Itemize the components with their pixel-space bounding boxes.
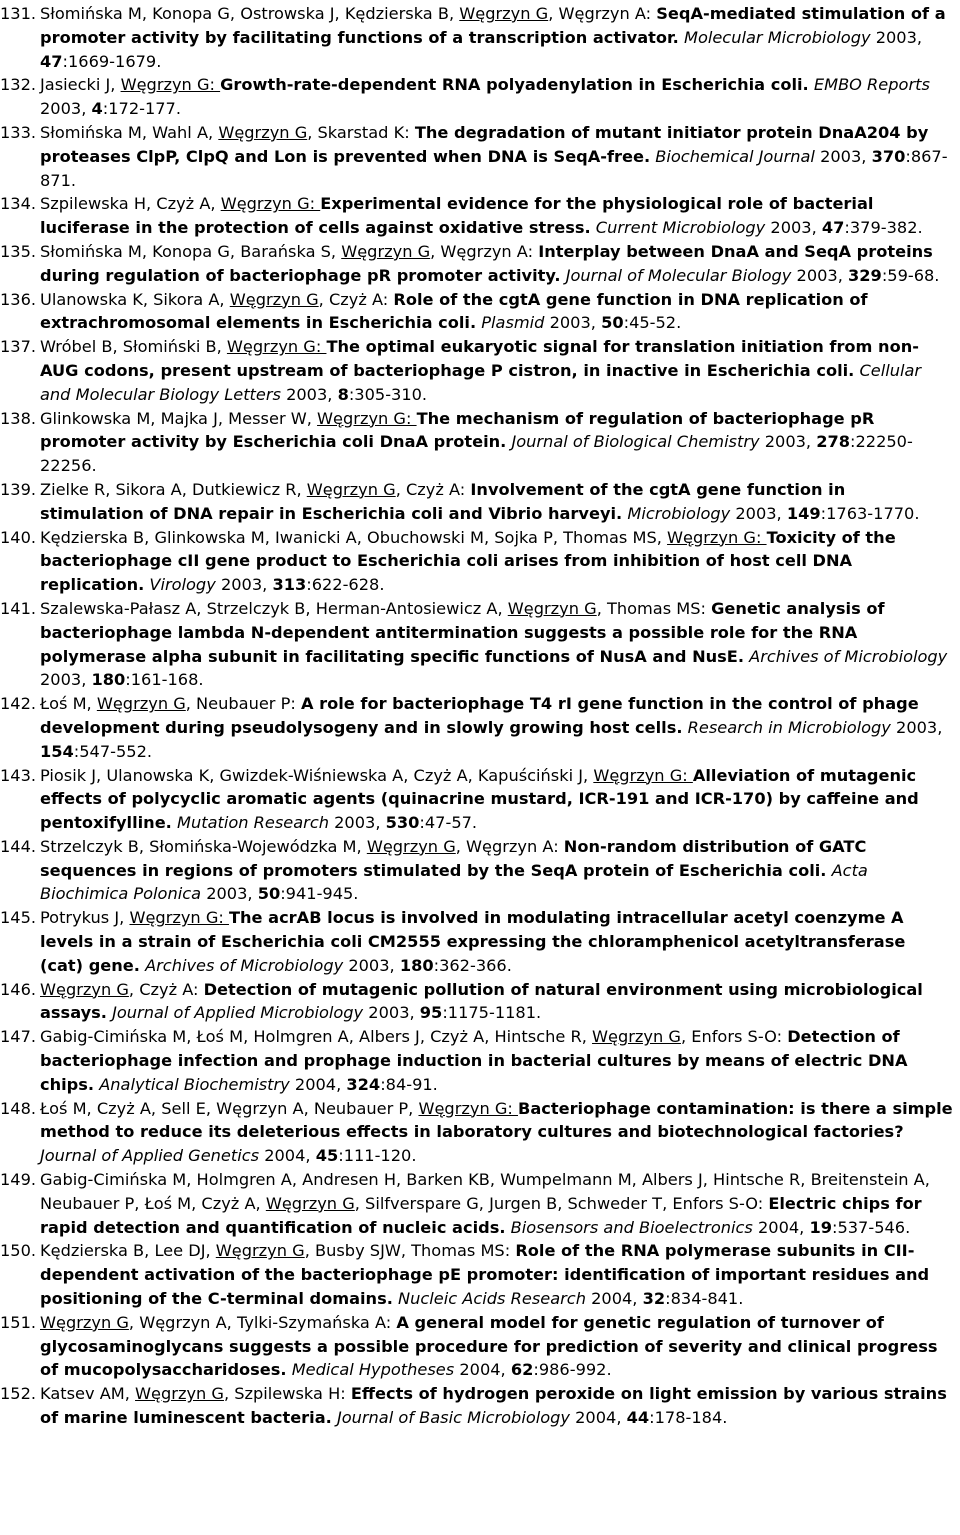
highlighted-author: Węgrzyn G bbox=[366, 836, 456, 856]
reference-segment: , Neubauer P: bbox=[185, 694, 301, 714]
reference-segment: 2003, bbox=[730, 503, 787, 523]
journal-name: Mutation Research bbox=[177, 813, 329, 833]
journal-name: Microbiology bbox=[627, 503, 731, 523]
reference-text bbox=[40, 288, 954, 336]
reference-segment: , Busby SJW, Thomas MS: bbox=[304, 1241, 516, 1261]
highlighted-author: Węgrzyn G: bbox=[667, 527, 767, 547]
reference-segment: :1669-1679. bbox=[62, 51, 162, 71]
article-title: Bacteriophage contamination: is there a simple method to reduce its deleterious effects in laboratory cultures and biotechnological factories? bbox=[40, 1098, 953, 1142]
volume-number: 530 bbox=[385, 813, 420, 833]
reference-segment: 2004, bbox=[289, 1074, 347, 1094]
reference-text bbox=[40, 526, 954, 597]
reference-text bbox=[40, 1168, 954, 1239]
reference-number: 134. bbox=[0, 194, 37, 214]
reference-segment: , Enfors S-O: bbox=[680, 1027, 788, 1047]
reference-segment: :84-91. bbox=[380, 1074, 438, 1094]
article-title: Effects of hydrogen peroxide on light emission by various strains of marine luminescent bacteria. bbox=[40, 1384, 947, 1428]
reference-item bbox=[0, 906, 954, 977]
reference-segment: :622-628. bbox=[306, 575, 385, 595]
reference-item bbox=[0, 1168, 954, 1239]
reference-item bbox=[0, 2, 954, 73]
reference-text bbox=[40, 73, 954, 121]
reference-item bbox=[0, 240, 954, 288]
reference-item bbox=[0, 335, 954, 406]
volume-number: 19 bbox=[809, 1217, 832, 1237]
volume-number: 47 bbox=[821, 218, 845, 238]
highlighted-author: Węgrzyn G bbox=[40, 979, 129, 999]
highlighted-author: Węgrzyn G bbox=[218, 122, 308, 142]
reference-number: 142. bbox=[0, 694, 37, 714]
reference-list bbox=[0, 2, 954, 1430]
reference-segment: 2003, bbox=[890, 717, 943, 737]
journal-name: Research in Microbiology bbox=[687, 717, 891, 737]
volume-number: 149 bbox=[786, 503, 821, 523]
journal-name: Archives of Microbiology bbox=[145, 955, 344, 975]
reference-text bbox=[40, 121, 954, 192]
reference-segment: :111-120. bbox=[338, 1146, 417, 1166]
reference-segment: Wróbel B, Słomiński B, bbox=[40, 337, 227, 357]
reference-segment: , Węgrzyn A: bbox=[430, 241, 539, 261]
reference-number: 141. bbox=[0, 598, 37, 618]
reference-segment: Kędzierska B, Lee DJ, bbox=[40, 1241, 216, 1261]
journal-name: Virology bbox=[149, 575, 216, 595]
reference-item bbox=[0, 1382, 954, 1430]
reference-segment: , Skarstad K: bbox=[307, 122, 415, 142]
journal-name: Plasmid bbox=[481, 313, 545, 333]
reference-segment: Szalewska-Pałasz A, Strzelczyk B, Herman-Antosiewicz A, bbox=[40, 598, 508, 618]
reference-segment: :178-184. bbox=[649, 1408, 728, 1428]
reference-segment: , Czyż A: bbox=[318, 289, 394, 309]
article-title: Non-random distribution of GATC sequences in regions of promoters stimulated by the SeqA protein of Escherichia coli. bbox=[40, 836, 867, 880]
article-title: The degradation of mutant initiator protein DnaA204 by proteases ClpP, ClpQ and Lon is prevented when DNA is SeqA-free. bbox=[40, 122, 929, 166]
journal-name: EMBO Reports bbox=[813, 75, 930, 95]
reference-item bbox=[0, 526, 954, 597]
journal-name: Acta Biochimica Polonica bbox=[40, 860, 868, 904]
highlighted-author: Węgrzyn G bbox=[265, 1193, 355, 1213]
volume-number: 44 bbox=[626, 1408, 650, 1428]
reference-segment: Kędzierska B, Glinkowska M, Iwanicki A, Obuchowski M, Sojka P, Thomas MS, bbox=[40, 527, 668, 547]
volume-number: 8 bbox=[337, 384, 349, 404]
journal-name: Journal of Applied Genetics bbox=[40, 1146, 260, 1166]
reference-segment: 2004, bbox=[585, 1289, 643, 1309]
reference-text bbox=[40, 335, 954, 406]
highlighted-author: Węgrzyn G bbox=[306, 479, 396, 499]
reference-number: 152. bbox=[0, 1384, 37, 1404]
reference-segment: 2003, bbox=[280, 384, 338, 404]
volume-number: 180 bbox=[399, 955, 434, 975]
highlighted-author: Węgrzyn G: bbox=[220, 194, 321, 214]
reference-number: 147. bbox=[0, 1027, 37, 1047]
reference-number: 136. bbox=[0, 289, 37, 309]
reference-segment: 2004, bbox=[569, 1408, 627, 1428]
article-title: Electric chips for rapid detection and quantification of nucleic acids. bbox=[40, 1193, 922, 1237]
article-title: The mechanism of regulation of bacteriophage pR promoter activity by Escherichia coli DnaA protein. bbox=[40, 408, 875, 452]
reference-segment: Łoś M, Czyż A, Sell E, Węgrzyn A, Neubauer P, bbox=[40, 1098, 419, 1118]
reference-segment: :45-52. bbox=[623, 313, 682, 333]
journal-name: Cellular and Molecular Biology Letters bbox=[40, 360, 922, 404]
reference-text bbox=[40, 978, 954, 1026]
reference-segment: :379-382. bbox=[844, 218, 923, 238]
journal-name: Journal of Applied Microbiology bbox=[112, 1003, 364, 1023]
volume-number: 154 bbox=[40, 741, 74, 761]
reference-text bbox=[40, 192, 954, 240]
article-title: Interplay between DnaA and SeqA proteins during regulation of bacteriophage pR promoter activity. bbox=[40, 241, 933, 285]
reference-item bbox=[0, 1239, 954, 1310]
reference-segment: , Czyż A: bbox=[395, 479, 471, 499]
reference-number: 144. bbox=[0, 836, 37, 856]
reference-segment: :834-841. bbox=[665, 1289, 744, 1309]
article-title: Detection of mutagenic pollution of natural environment using microbiological assays. bbox=[40, 979, 923, 1023]
highlighted-author: Węgrzyn G bbox=[459, 4, 549, 23]
volume-number: 329 bbox=[848, 265, 882, 285]
reference-number: 150. bbox=[0, 1241, 37, 1261]
reference-segment: 2003, bbox=[791, 265, 849, 285]
journal-name: Journal of Biological Chemistry bbox=[511, 432, 760, 452]
reference-segment: Glinkowska M, Majka J, Messer W, bbox=[40, 408, 318, 428]
reference-segment: :47-57. bbox=[419, 813, 478, 833]
reference-segment: Łoś M, bbox=[40, 694, 97, 714]
reference-segment: Piosik J, Ulanowska K, Gwizdek-Wiśniewska A, Czyż A, Kapuściński J, bbox=[40, 765, 594, 785]
reference-number: 137. bbox=[0, 337, 37, 357]
volume-number: 180 bbox=[91, 670, 126, 690]
reference-text bbox=[40, 1097, 954, 1168]
article-title: Involvement of the cgtA gene function in stimulation of DNA repair in Escherichia coli and Vibrio harveyi. bbox=[40, 479, 846, 523]
reference-segment: 2003, bbox=[363, 1003, 420, 1023]
highlighted-author: Węgrzyn G bbox=[229, 289, 319, 309]
reference-text bbox=[40, 764, 954, 835]
volume-number: 370 bbox=[871, 146, 906, 166]
reference-segment: Ulanowska K, Sikora A, bbox=[40, 289, 230, 309]
reference-text bbox=[40, 478, 954, 526]
journal-name: Biochemical Journal bbox=[655, 146, 815, 166]
article-title: Alleviation of mutagenic effects of polycyclic aromatic agents (quinacrine mustard, ICR-191 and ICR-170) by caffeine and pentoxifylline. bbox=[40, 765, 919, 833]
journal-name: Medical Hypotheses bbox=[291, 1360, 455, 1380]
reference-number: 143. bbox=[0, 765, 37, 785]
reference-number: 145. bbox=[0, 908, 37, 928]
reference-number: 135. bbox=[0, 241, 37, 261]
reference-segment: Gabig-Cimińska M, Łoś M, Holmgren A, Albers J, Czyż A, Hintsche R, bbox=[40, 1027, 593, 1047]
reference-segment: 2003, bbox=[40, 670, 92, 690]
reference-item bbox=[0, 978, 954, 1026]
reference-segment: Katsev AM, bbox=[40, 1384, 136, 1404]
journal-name: Archives of Microbiology bbox=[749, 646, 948, 666]
reference-segment: 2004, bbox=[259, 1146, 316, 1166]
volume-number: 324 bbox=[346, 1074, 381, 1094]
reference-segment: 2003, bbox=[544, 313, 602, 333]
reference-segment: 2003, bbox=[40, 99, 92, 119]
reference-segment: 2003, bbox=[215, 575, 273, 595]
reference-segment: Gabig-Cimińska M, Holmgren A, Andresen H, Barken KB, Wumpelmann M, Albers J, Hintsche R, Breitenstein A, Neubauer P, Łoś M, Czyż A, bbox=[40, 1170, 930, 1213]
reference-segment: , Thomas MS: bbox=[596, 598, 712, 618]
reference-number: 151. bbox=[0, 1312, 37, 1332]
reference-segment: :867-871. bbox=[40, 146, 948, 190]
reference-text bbox=[40, 2, 954, 73]
reference-segment: :59-68. bbox=[881, 265, 940, 285]
reference-segment: , Węgrzyn A: bbox=[548, 4, 657, 23]
volume-number: 50 bbox=[257, 884, 281, 904]
reference-text bbox=[40, 597, 954, 692]
highlighted-author: Węgrzyn G: bbox=[129, 908, 229, 928]
volume-number: 4 bbox=[91, 99, 103, 119]
reference-segment: , Silfverspare G, Jurgen B, Schweder T, Enfors S-O: bbox=[354, 1193, 769, 1213]
journal-name: Analytical Biochemistry bbox=[99, 1074, 290, 1094]
reference-segment: Potrykus J, bbox=[40, 908, 130, 928]
article-title: The acrAB locus is involved in modulating intracellular acetyl coenzyme A levels in a strain of Escherichia coli CM2555 expressing the chloramphenicol acetyltransferase (cat) gene. bbox=[40, 908, 906, 975]
reference-text bbox=[40, 1025, 954, 1096]
volume-number: 45 bbox=[315, 1146, 339, 1166]
reference-number: 133. bbox=[0, 122, 37, 142]
article-title: SeqA-mediated stimulation of a promoter activity by facilitating functions of a transcription activator. bbox=[40, 4, 946, 47]
reference-segment: 2003, bbox=[765, 218, 822, 238]
reference-segment: 2004, bbox=[752, 1217, 810, 1237]
reference-segment: 2004, bbox=[454, 1360, 511, 1380]
journal-name: Molecular Microbiology bbox=[683, 27, 871, 47]
article-title: Genetic analysis of bacteriophage lambda N-dependent antitermination suggests a possible role for the RNA polymerase alpha subunit in facilitating specific functions of NusA and NusE. bbox=[40, 598, 885, 666]
reference-text bbox=[40, 407, 954, 478]
article-title: Experimental evidence for the physiological role of bacterial luciferase in the protection of cells against oxidative stress. bbox=[40, 194, 874, 238]
reference-segment: :986-992. bbox=[533, 1360, 612, 1380]
reference-segment: :172-177. bbox=[102, 99, 181, 119]
article-title: Growth-rate-dependent RNA polyadenylation in Escherichia coli. bbox=[220, 75, 809, 95]
reference-number: 139. bbox=[0, 479, 37, 499]
volume-number: 47 bbox=[40, 51, 63, 71]
reference-number: 131. bbox=[0, 4, 37, 23]
volume-number: 50 bbox=[601, 313, 624, 333]
reference-segment: 2003, bbox=[759, 432, 817, 452]
reference-segment: 2003, bbox=[328, 813, 386, 833]
reference-segment: , Węgrzyn A: bbox=[455, 836, 564, 856]
journal-name: Journal of Molecular Biology bbox=[565, 265, 792, 285]
article-title: A role for bacteriophage T4 rI gene function in the control of phage development during pseudolysogeny and in slowly growing host cells. bbox=[40, 694, 919, 737]
reference-text bbox=[40, 692, 954, 763]
reference-segment: Szpilewska H, Czyż A, bbox=[40, 194, 221, 214]
highlighted-author: Węgrzyn G bbox=[96, 694, 186, 714]
reference-item bbox=[0, 288, 954, 336]
reference-segment: Jasiecki J, bbox=[40, 75, 121, 95]
volume-number: 62 bbox=[510, 1360, 534, 1380]
highlighted-author: Węgrzyn G bbox=[40, 1312, 129, 1332]
article-title: Toxicity of the bacteriophage cII gene product to Escherichia coli arises from inhibition of host cell DNA replication. bbox=[40, 527, 896, 595]
reference-text bbox=[40, 240, 954, 288]
volume-number: 95 bbox=[419, 1003, 443, 1023]
volume-number: 313 bbox=[272, 575, 307, 595]
reference-segment: :941-945. bbox=[280, 884, 359, 904]
reference-number: 149. bbox=[0, 1170, 37, 1190]
reference-text bbox=[40, 1382, 954, 1430]
reference-segment: 2003, bbox=[201, 884, 258, 904]
reference-item bbox=[0, 1025, 954, 1096]
reference-segment: , Czyż A: bbox=[128, 979, 204, 999]
reference-segment: :362-366. bbox=[433, 955, 512, 975]
reference-segment: :305-310. bbox=[348, 384, 428, 404]
reference-number: 140. bbox=[0, 527, 37, 547]
highlighted-author: Węgrzyn G bbox=[507, 598, 597, 618]
article-title: Role of the RNA polymerase subunits in CII-dependent activation of the bacteriophage pE promoter: identification of important residues and positioning of the C-terminal domains. bbox=[40, 1241, 930, 1309]
article-title: The optimal eukaryotic signal for translation initiation from non-AUG codons, present upstream of bacteriophage P cistron, in inactive in Escherichia coli. bbox=[40, 337, 919, 380]
reference-item bbox=[0, 73, 954, 121]
reference-item bbox=[0, 1311, 954, 1382]
reference-item bbox=[0, 121, 954, 192]
highlighted-author: Węgrzyn G bbox=[592, 1027, 681, 1047]
journal-name: Nucleic Acids Research bbox=[398, 1289, 586, 1309]
highlighted-author: Węgrzyn G bbox=[341, 241, 431, 261]
reference-text bbox=[40, 906, 954, 977]
reference-segment: :1175-1181. bbox=[442, 1003, 542, 1023]
reference-number: 138. bbox=[0, 408, 37, 428]
article-title: Role of the cgtA gene function in DNA replication of extrachromosomal elements in Escherichia coli. bbox=[40, 289, 868, 333]
article-title: A general model for genetic regulation of turnover of glycosaminoglycans suggests a possible procedure for prediction of severity and clinical progress of mucopolysaccharidoses. bbox=[40, 1312, 938, 1380]
reference-text bbox=[40, 835, 954, 906]
reference-segment: , Szpilewska H: bbox=[223, 1384, 351, 1404]
reference-segment: Słomińska M, Wahl A, bbox=[40, 122, 219, 142]
journal-name: Journal of Basic Microbiology bbox=[336, 1408, 570, 1428]
highlighted-author: Węgrzyn G bbox=[215, 1241, 305, 1261]
article-title: Detection of bacteriophage infection and prophage induction in bacterial cultures by means of electric DNA chips. bbox=[40, 1027, 908, 1094]
reference-segment: :547-552. bbox=[73, 741, 153, 761]
highlighted-author: Węgrzyn G: bbox=[418, 1098, 518, 1118]
highlighted-author: Węgrzyn G: bbox=[226, 337, 327, 357]
reference-number: 146. bbox=[0, 979, 37, 999]
reference-segment: 2003, bbox=[814, 146, 872, 166]
reference-item bbox=[0, 764, 954, 835]
highlighted-author: Węgrzyn G: bbox=[120, 75, 221, 95]
reference-number: 132. bbox=[0, 75, 37, 95]
reference-segment: Słomińska M, Konopa G, Barańska S, bbox=[40, 241, 342, 261]
volume-number: 32 bbox=[642, 1289, 666, 1309]
reference-number: 148. bbox=[0, 1098, 37, 1118]
reference-item bbox=[0, 1097, 954, 1168]
reference-segment: Strzelczyk B, Słomińska-Wojewódzka M, bbox=[40, 836, 367, 856]
reference-text bbox=[40, 1239, 954, 1310]
journal-name: Current Microbiology bbox=[595, 218, 766, 238]
reference-segment: , Węgrzyn A, Tylki-Szymańska A: bbox=[128, 1312, 397, 1332]
reference-segment: Zielke R, Sikora A, Dutkiewicz R, bbox=[40, 479, 307, 499]
highlighted-author: Węgrzyn G: bbox=[317, 408, 417, 428]
reference-item bbox=[0, 835, 954, 906]
reference-item bbox=[0, 597, 954, 692]
reference-segment: :161-168. bbox=[125, 670, 204, 690]
reference-segment: :1763-1770. bbox=[820, 503, 920, 523]
reference-segment: Słomińska M, Konopa G, Ostrowska J, Kędzierska B, bbox=[40, 4, 460, 23]
reference-segment: 2003, bbox=[343, 955, 400, 975]
highlighted-author: Węgrzyn G: bbox=[593, 765, 693, 785]
reference-item bbox=[0, 478, 954, 526]
reference-item bbox=[0, 192, 954, 240]
highlighted-author: Węgrzyn G bbox=[135, 1384, 224, 1404]
reference-segment: :22250-22256. bbox=[40, 432, 913, 476]
journal-name: Biosensors and Bioelectronics bbox=[510, 1217, 753, 1237]
reference-text bbox=[40, 1311, 954, 1382]
volume-number: 278 bbox=[816, 432, 851, 452]
reference-segment: 2003, bbox=[870, 27, 923, 47]
reference-item bbox=[0, 407, 954, 478]
reference-segment: :537-546. bbox=[832, 1217, 911, 1237]
reference-item bbox=[0, 692, 954, 763]
